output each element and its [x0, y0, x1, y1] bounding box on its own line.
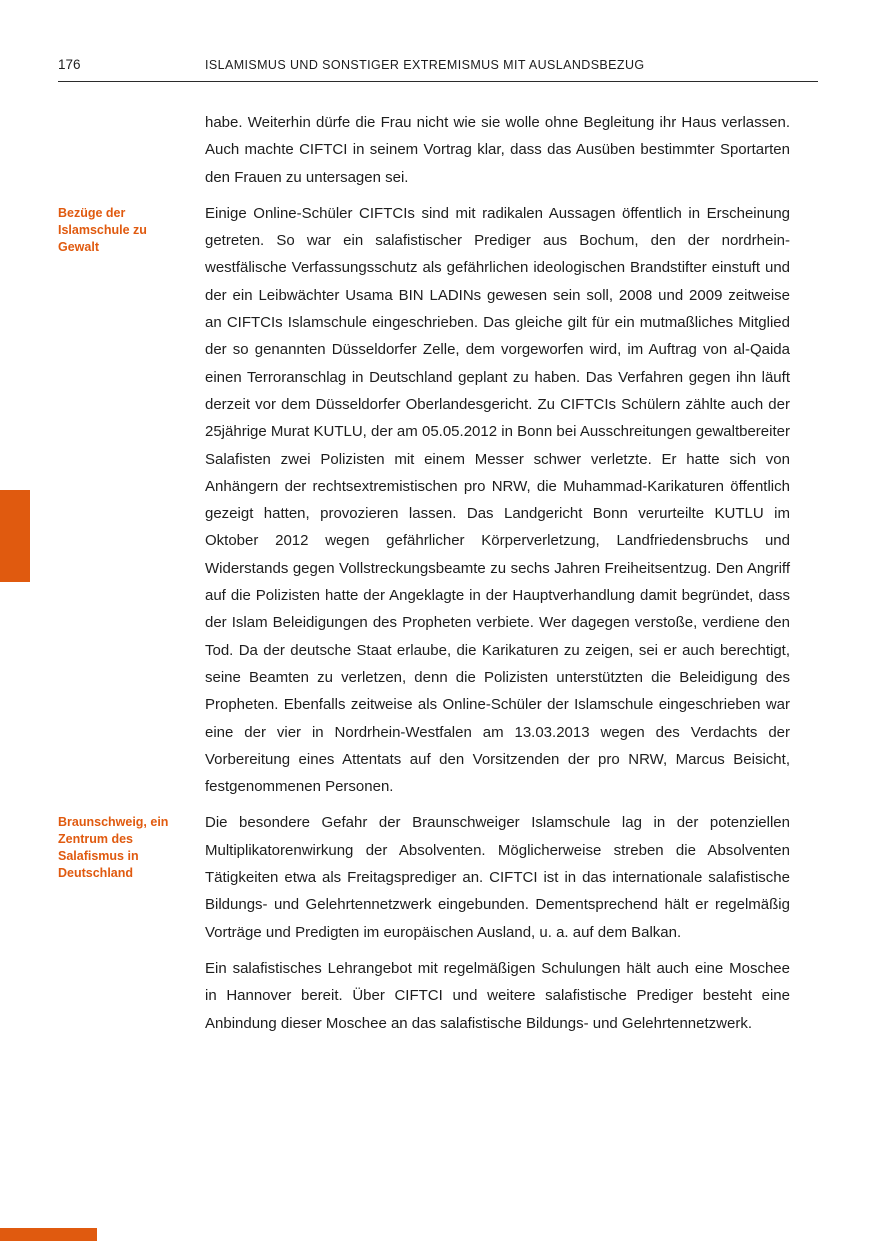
- chapter-edge-tab: [0, 490, 30, 582]
- margin-note-islamschule-gewalt: Bezüge der Islamschule zu Gewalt: [58, 205, 147, 254]
- text-section: [58, 955, 790, 1037]
- text-section: [58, 200, 790, 801]
- footer-accent-bar: [0, 1228, 97, 1241]
- margin-note-braunschweig: Braunschweig, ein Zentrum des Salafismus in Deutschland: [58, 815, 169, 881]
- page-header: [0, 0, 877, 72]
- paragraph: Ein salafistisches Lehrangebot mit regelmäßigen Schulungen hält auch eine Moschee in Hannover bereit. Über CIFTCI und weitere salafistische Prediger besteht eine Anbindung dieser Moschee an das salafistische Bildungs- und Gelehrtennetzwerk.: [205, 959, 790, 1032]
- paragraph: habe. Weiterhin dürfe die Frau nicht wie sie wolle ohne Begleitung ihr Haus verlassen. Auch machte CIFTCI in seinem Vortrag klar, dass das Ausüben bestimmter Sportarten den Frauen zu untersagen sei.: [205, 114, 790, 186]
- page-content: [0, 82, 877, 1037]
- paragraph: Die besondere Gefahr der Braunschweiger Islamschule lag in der potenziellen Multiplikatorenwirkung der Absolventen. Möglicherweise streben die Absolventen Tätigkeiten etwa als Freitagsprediger an. CIFTCI ist in das internationale salafistische Bildungs- und Gelehrtennetzwerk eingebunden. Dementsprechend hält er regelmäßig Vorträge und Predigten im europäischen Ausland, u. a. auf dem Balkan.: [205, 814, 790, 941]
- text-section: [58, 109, 790, 191]
- margin-note: [58, 109, 205, 114]
- running-head: ISLAMISMUS UND SONSTIGER EXTREMISMUS MIT AUSLANDSBEZUG: [205, 58, 645, 72]
- page-number: 176: [58, 57, 81, 72]
- margin-note: [58, 955, 205, 960]
- text-section: [58, 809, 790, 945]
- paragraph: Einige Online-Schüler CIFTCIs sind mit radikalen Aussagen öffentlich in Erscheinung getreten. So war ein salafistischer Prediger aus Bochum, den der nordrhein-westfälische Verfassungsschutz als gefährlichen ideologischen Brandstifter einstuft und der ein Leibwächter Usama BIN LADINs gewesen sein soll, 2008 und 2009 zeitweise an CIFTCIs Islamschule eingeschrieben. Das gleiche gilt für ein mutmaßliches Mitglied der so genannten Düsseldorfer Zelle, dem vorgeworfen wird, im Auftrag von al-Qaida einen Terroranschlag in Deutschland geplant zu haben. Das Verfahren gegen ihn läuft derzeit vor dem Düsseldorfer Oberlandesgericht. Zu CIFTCIs Schülern zählte auch der 25jährige Murat KUTLU, der am 05.05.2012 in Bonn bei Ausschreitungen gewaltbereiter Salafisten zwei Polizisten mit einem Messer schwer verletzte. Er hatte sich von Anhängern der rechtsextremistischen pro NRW, die Muhammad-Karikaturen öffentlich gezeigt hatten, provozieren lassen. Das Landgericht Bonn verurteilte KUTLU im Oktober 2012 wegen gefährlicher Körperverletzung, Landfriedensbruchs und Widerstands gegen Vollstreckungsbeamte zu sechs Jahren Freiheitsentzug. Den Angriff auf die Polizisten hatte der Angeklagte in der Hauptverhandlung damit begründet, dass der Islam Beleidigungen des Propheten verbiete. Wer dagegen verstoße, verdiene den Tod. Da der deutsche Staat erlaube, die Karikaturen zu zeigen, sei er auch berechtigt, seine Beamten zu verletzen, denn die Polizisten unterstützten die Beleidigung des Propheten. Ebenfalls zeitweise als Online-Schüler der Islamschule eingeschrieben war eine der vier in Nordrhein-Westfalen am 13.03.2013 wegen des Verdachts der Vorbereitung eines Attentats auf den Vorsitzenden der pro NRW, Marcus Beisicht, festgenommenen Personen.: [205, 204, 790, 796]
